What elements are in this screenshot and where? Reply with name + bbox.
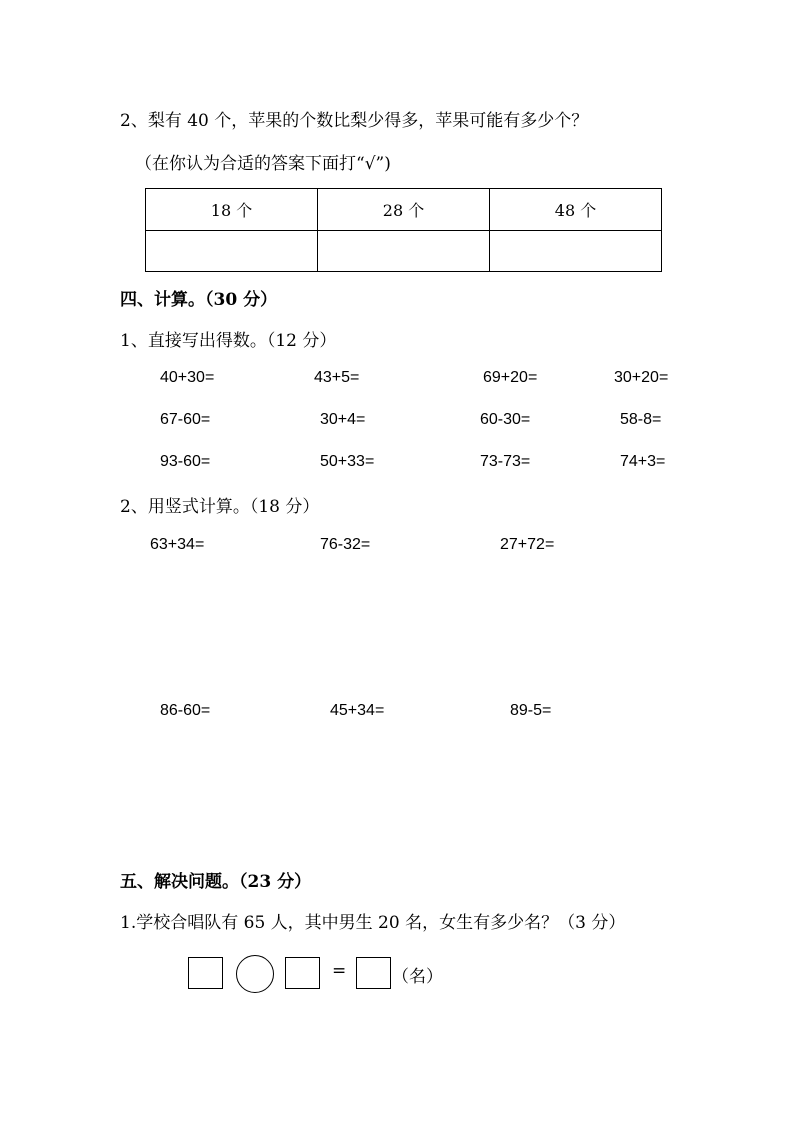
calc-2-3: 60-30= (480, 411, 531, 428)
calc-3-3: 73-73= (480, 453, 531, 470)
question-2-instruction: （在你认为合适的答案下面打“√”) (135, 154, 391, 174)
section-4-title: 四、计算。（30 分） (120, 290, 278, 310)
answer-choice-table (145, 188, 662, 272)
equals-sign: = (332, 961, 347, 981)
answer-box-result[interactable] (356, 957, 391, 989)
option-18: 18 个 (146, 189, 318, 231)
calc-2-1: 67-60= (160, 411, 211, 428)
calc-1-2: 43+5= (314, 369, 360, 386)
check-cell-28[interactable] (318, 231, 490, 272)
check-cell-48[interactable] (490, 231, 662, 272)
option-48: 48 个 (490, 189, 662, 231)
calc-2-2: 30+4= (320, 411, 366, 428)
calc-3-2: 50+33= (320, 453, 375, 470)
calc-1-1: 40+30= (160, 369, 215, 386)
operator-circle[interactable] (236, 955, 274, 993)
vertical-calc-5: 45+34= (330, 702, 385, 719)
unit-label: （名） (392, 967, 443, 987)
section-4-part-2-title: 2、用竖式计算。（18 分） (120, 497, 320, 517)
section-4-part-1-title: 1、直接写出得数。（12 分） (120, 331, 337, 351)
question-2-text: 2、梨有 40 个，苹果的个数比梨少得多，苹果可能有多少个？ (120, 111, 589, 131)
vertical-calc-4: 86-60= (160, 702, 211, 719)
option-28: 28 个 (318, 189, 490, 231)
vertical-calc-1: 63+34= (150, 536, 205, 553)
calc-3-1: 93-60= (160, 453, 211, 470)
calc-2-4: 58-8= (620, 411, 662, 428)
calc-1-3: 69+20= (483, 369, 538, 386)
vertical-calc-3: 27+72= (500, 536, 555, 553)
section-5-title: 五、解决问题。（23 分） (120, 872, 312, 892)
calc-1-4: 30+20= (614, 369, 669, 386)
vertical-calc-6: 89-5= (510, 702, 552, 719)
answer-box-1[interactable] (188, 957, 223, 989)
check-cell-18[interactable] (146, 231, 318, 272)
section-5-question-1-text: 1.学校合唱队有 65 人，其中男生 20 名，女生有多少名？（3 分） (120, 913, 626, 933)
calc-3-4: 74+3= (620, 453, 666, 470)
answer-box-2[interactable] (285, 957, 320, 989)
vertical-calc-2: 76-32= (320, 536, 371, 553)
